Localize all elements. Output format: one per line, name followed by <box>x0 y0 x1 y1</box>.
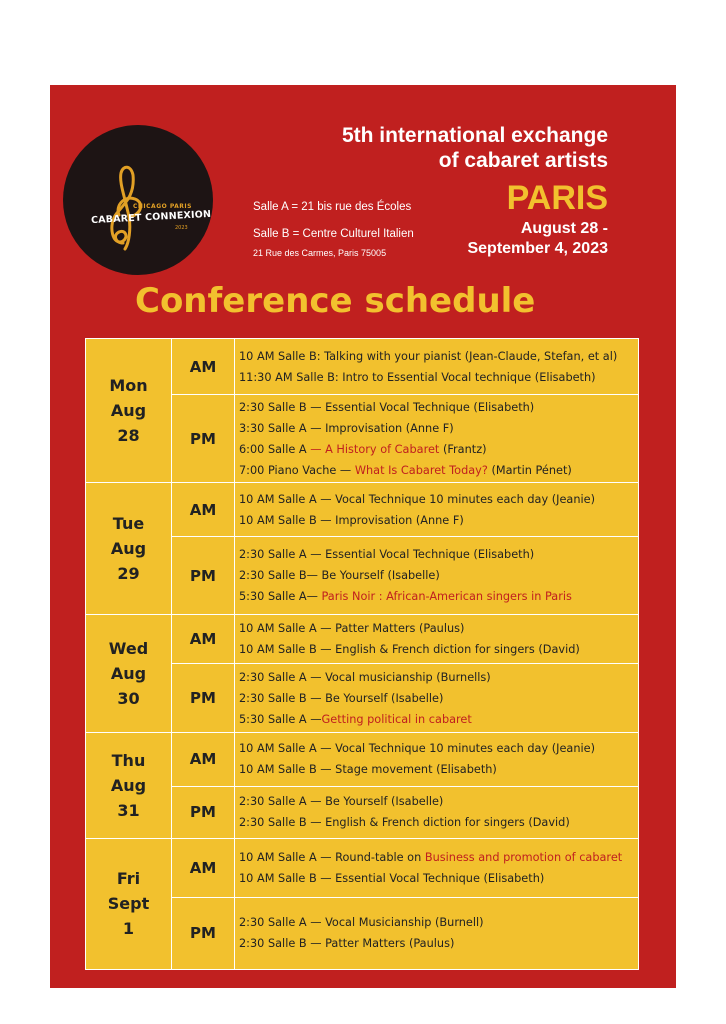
day-label-line: 30 <box>117 688 140 708</box>
sessions-am <box>235 615 639 664</box>
session-text: 3:30 Salle A — Improvisation (Anne F) <box>239 421 454 435</box>
session-highlight: Paris Noir : African-American singers in Paris <box>321 590 572 604</box>
period-pm: PM <box>172 664 235 732</box>
day-label-line: Aug <box>110 401 147 421</box>
session-line <box>239 847 634 868</box>
session-line <box>239 565 634 586</box>
session-highlight: What Is Cabaret Today? <box>354 463 488 477</box>
session-line <box>239 667 634 688</box>
event-dates-line2: September 4, 2023 <box>467 240 608 257</box>
treble-clef-icon <box>63 125 213 275</box>
sessions-am <box>235 339 639 395</box>
session-line <box>239 397 634 418</box>
event-dates-line1: August 28 - <box>520 220 608 237</box>
day-label <box>86 732 172 838</box>
schedule-row-am <box>86 339 639 395</box>
session-line <box>239 759 634 780</box>
schedule-body <box>86 339 639 970</box>
sessions-am <box>235 732 639 786</box>
sessions-pm <box>235 537 639 615</box>
session-text: 10 AM Salle B: Talking with your pianist (Jean-Claude, Stefan, et al) <box>239 349 618 363</box>
session-line <box>239 812 634 833</box>
session-text: 10 AM Salle B — Stage movement (Elisabeth) <box>239 763 497 777</box>
session-text: 2:30 Salle A — Vocal Musicianship (Burnell) <box>239 916 484 930</box>
session-line <box>239 489 634 510</box>
day-label-line: Mon <box>109 376 148 396</box>
session-text: 2:30 Salle A — Be Yourself (Isabelle) <box>239 795 444 809</box>
session-text: 10 AM Salle A — Vocal Technique 10 minutes each day (Jeanie) <box>239 742 596 756</box>
session-text: 10 AM Salle A — Vocal Technique 10 minutes each day (Jeanie) <box>239 492 596 506</box>
session-text: 2:30 Salle B — English & French diction for singers (David) <box>239 816 570 830</box>
schedule-title: Conference schedule <box>135 281 536 321</box>
sessions-pm <box>235 664 639 732</box>
session-line <box>239 510 634 531</box>
session-text: 2:30 Salle B — Patter Matters (Paulus) <box>239 937 455 951</box>
session-text: 2:30 Salle B — Be Yourself (Isabelle) <box>239 691 444 705</box>
session-text: 10 AM Salle B — Essential Vocal Technique (Elisabeth) <box>239 871 545 885</box>
venue-salle-a: Salle A = 21 bis rue des Écoles <box>253 201 412 213</box>
sessions-pm <box>235 786 639 838</box>
event-title-line2: of cabaret artists <box>438 149 608 172</box>
day-label-line: 1 <box>122 919 135 939</box>
day-label-line: 29 <box>117 564 140 584</box>
session-line <box>239 868 634 889</box>
session-line <box>239 688 634 709</box>
session-text: 5:30 Salle A— <box>239 590 322 604</box>
city-name: PARIS <box>506 179 608 217</box>
session-text: 11:30 AM Salle B: Intro to Essential Vocal technique (Elisabeth) <box>239 370 596 384</box>
period-am: AM <box>172 339 235 395</box>
session-text: (Frantz) <box>439 442 487 456</box>
day-label-line: Tue <box>112 514 145 534</box>
session-text: 5:30 Salle A — <box>239 712 322 726</box>
schedule-row-am <box>86 838 639 897</box>
session-text: 10 AM Salle A — Patter Matters (Paulus) <box>239 622 465 636</box>
session-line <box>239 639 634 660</box>
day-label <box>86 615 172 732</box>
session-text: 10 AM Salle B — Improvisation (Anne F) <box>239 513 464 527</box>
session-text: 7:00 Piano Vache — <box>239 463 355 477</box>
cabaret-connexion-logo <box>63 125 213 275</box>
session-highlight: — A History of Cabaret <box>310 442 440 456</box>
session-line <box>239 586 634 607</box>
day-label-line: Thu <box>111 750 146 770</box>
session-text: 2:30 Salle A — Essential Vocal Technique (Elisabeth) <box>239 548 535 562</box>
session-line <box>239 418 634 439</box>
logo-year-text: 2023 <box>175 225 188 231</box>
day-label <box>86 339 172 483</box>
session-highlight: Business and promotion of cabaret <box>424 850 623 864</box>
day-label-line: Wed <box>108 638 149 658</box>
event-dates <box>467 219 608 259</box>
session-text: 2:30 Salle A — Vocal musicianship (Burnells) <box>239 670 491 684</box>
period-pm: PM <box>172 537 235 615</box>
venue-salle-b-address: 21 Rue des Carmes, Paris 75005 <box>253 248 387 258</box>
session-line <box>239 367 634 388</box>
venue-salle-b: Salle B = Centre Culturel Italien <box>253 228 414 240</box>
sessions-pm <box>235 395 639 483</box>
day-label-line: 28 <box>117 426 140 446</box>
period-pm: PM <box>172 786 235 838</box>
day-label-line: Sept <box>107 894 150 914</box>
day-label-line: 31 <box>117 800 140 820</box>
day-label-line: Aug <box>110 663 147 683</box>
session-highlight: Getting political in cabaret <box>321 712 472 726</box>
session-text: 2:30 Salle B — Essential Vocal Technique (Elisabeth) <box>239 400 535 414</box>
period-pm: PM <box>172 897 235 969</box>
session-text: 10 AM Salle B — English & French diction for singers (David) <box>239 643 580 657</box>
session-line <box>239 346 634 367</box>
session-line <box>239 544 634 565</box>
schedule-row-am <box>86 732 639 786</box>
day-label-line: Aug <box>110 775 147 795</box>
sessions-am <box>235 483 639 537</box>
session-line <box>239 738 634 759</box>
sessions-am <box>235 838 639 897</box>
period-am: AM <box>172 838 235 897</box>
schedule-row-am <box>86 483 639 537</box>
sessions-pm <box>235 897 639 969</box>
poster <box>50 85 676 988</box>
event-title-line1: 5th international exchange <box>341 124 608 147</box>
logo-small-text: CHICAGO PARIS <box>133 203 192 210</box>
session-line <box>239 709 634 730</box>
session-line <box>239 460 634 481</box>
day-label <box>86 483 172 615</box>
session-line <box>239 912 634 933</box>
schedule-table <box>85 338 639 970</box>
session-line <box>239 933 634 954</box>
session-text: (Martin Pénet) <box>487 463 572 477</box>
period-am: AM <box>172 732 235 786</box>
day-label <box>86 838 172 969</box>
session-line <box>239 791 634 812</box>
session-text: 6:00 Salle A <box>239 442 311 456</box>
day-label-line: Fri <box>116 869 141 889</box>
period-am: AM <box>172 483 235 537</box>
session-text: 10 AM Salle A — Round-table on <box>239 850 425 864</box>
day-label-line: Aug <box>110 539 147 559</box>
session-line <box>239 439 634 460</box>
schedule-row-am <box>86 615 639 664</box>
period-pm: PM <box>172 395 235 483</box>
logo-main-text: CABARET CONNEXION <box>90 208 212 227</box>
period-am: AM <box>172 615 235 664</box>
event-title <box>342 123 608 173</box>
session-line <box>239 618 634 639</box>
session-text: 2:30 Salle B— Be Yourself (Isabelle) <box>239 569 440 583</box>
